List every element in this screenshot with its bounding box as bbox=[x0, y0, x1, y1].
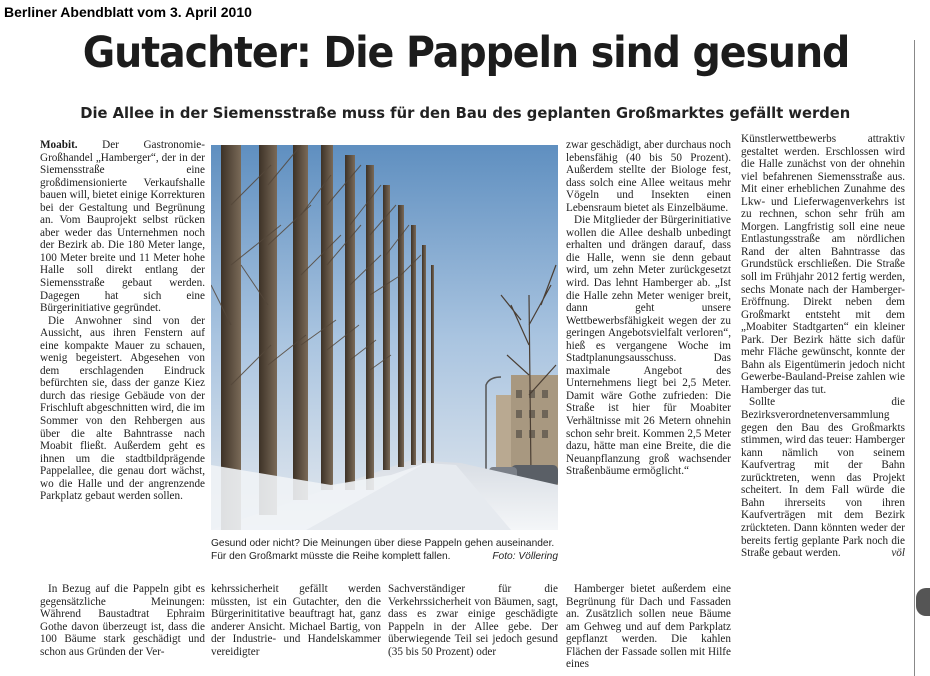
caption-line-1: Gesund oder nicht? Die Meinungen über diese Pappeln gehen auseinander. bbox=[211, 538, 555, 549]
column-3 bbox=[566, 139, 731, 577]
source-line: Berliner Abendblatt vom 3. April 2010 bbox=[4, 4, 252, 20]
right-edge-rule bbox=[914, 40, 915, 676]
caption-line-2: Für den Großmarkt müsste die Reihe komplett fallen. bbox=[211, 551, 451, 562]
bottom-column-2-text: kehrssicherheit gefällt werden müssten, ist ein Gutachter, den die Bürgerinititative beauftragt hat, ganz anderer Ansicht. Michael Bartig, von der Industrie- und Handelskammer vereidigter bbox=[211, 583, 381, 658]
poplar-avenue-photo bbox=[211, 145, 558, 530]
bottom-column-2 bbox=[211, 583, 381, 673]
headline: Gutachter: Die Pappeln sind gesund bbox=[82, 28, 850, 78]
photo-caption bbox=[211, 537, 558, 563]
column-4-paragraph-2 bbox=[741, 396, 905, 559]
column-3-paragraph-2: Die Mitglieder der Bürgerinitiative wollen die Allee deshalb unbedingt erhalten und drängen darauf, dass die Halle, wenn sie denn gebaut wird, um zehn Meter zurückgesetzt wird. Das lehnt Hamberger ab. „Ist die Halle zehn Meter weniger breit, dann geht unsere Wettbewerbsfähigkeit wegen der zu geringen Angebotsvielfalt verloren“, hieß es vergangene Woche im Stadtplanungsausschuss. Das maximale Angebot des Unternehmens liegt bei 2,5 Meter. Damit wäre Gothe zufrieden: Die Straße ist hier für Moabiter Verhältnisse mit 26 Metern ohnehin schon sehr breit. Kommen 2,5 Meter dazu, hätte man eine Breite, die die Neuanpflanzung groß wachsender Straßenbäume ermöglicht.“ bbox=[566, 214, 731, 478]
bottom-column-1 bbox=[40, 583, 205, 673]
column-1-paragraph-1 bbox=[40, 139, 205, 315]
bottom-column-1-text: In Bezug auf die Pappeln gibt es gegensätzliche Meinungen: Während Baustadtrat Ephraim Gothe davon überzeugt ist, dass die 100 Bäume stark geschädigt und schon aus Gründen der Ver- bbox=[40, 583, 205, 658]
photo-credit: Foto: Völlering bbox=[492, 551, 558, 562]
bottom-column-3-text: Sachverständiger für die Verkehrssicherheit von Bäumen, sagt, dass es zwar einige geschädigte Pappeln in der Allee gebe. Der überwiegende Teil sei jedoch gesund (35 bis 50 Prozent) oder bbox=[388, 583, 558, 658]
bottom-column-4-text: Hamberger bietet außerdem eine Begrünung für Dach und Fassaden an. Zusätzlich sollen neue Bäume am Gehweg und auf dem Parkplatz gepflanzt werden. Die kahlen Flächen der Fassade sollen mit Hilfe eines bbox=[566, 583, 731, 671]
bottom-column-3 bbox=[388, 583, 558, 673]
subheadline: Die Allee in der Siemensstraße muss für den Bau des geplanten Großmarktes gefällt werden bbox=[80, 104, 851, 122]
dateline: Moabit. bbox=[40, 139, 78, 151]
column-4 bbox=[741, 133, 905, 673]
column-4-text-2: Sollte die Bezirksverordnetenversammlung gegen den Bau des Großmarkts stimmen, wird das teuer: Hamberger kann nämlich von seinem Kaufvertrag mit der Bahn zurücktreten, wenn das Projekt scheitert. In dem Fall würde die Bahn ihrerseits von ihren Kaufverträgen mit dem Bezirk zrückteten. Dann könnten weder der bereits fertig geplante Park noch die Straße gebaut werden. bbox=[741, 396, 905, 560]
bottom-column-4 bbox=[566, 583, 731, 673]
adjacent-article-fragment bbox=[916, 588, 930, 616]
column-3-paragraph-1: zwar geschädigt, aber durchaus noch lebensfähig (40 bis 50 Prozent). Außerdem stellte der Biologe fest, dass solch eine Allee weitaus mehr Vögeln und Insekten einen Lebensraum bietet als Einzelbäume. bbox=[566, 139, 731, 214]
column-1-text-1: Der Gastronomie-Großhandel „Hamberger“, der in der Siemensstraße eine großdimensionierte Verkaufshalle bauen will, bietet einige Korrekturen bei der Gestaltung und Begrünung an. Vom Bauprojekt selbst rücken aber weder das Unternehmen noch der Bezirk ab. Die 180 Meter lange, 100 Meter breite und 11 Meter hohe Halle soll direkt entlang der Siemensstraße gebaut werden. Dagegen hat sich eine Bürgerinitiative gegründet. bbox=[40, 139, 205, 315]
column-1-paragraph-2: Die Anwohner sind von der Aussicht, aus ihren Fenstern auf eine kompakte Mauer zu schauen, wenig begeistert. Abgesehen von dem erschlagenden Eindruck befürchten sie, dass der ganze Kiez durch das riesige Gebäude von der Frischluft abgeschnitten wird, die im Sommer von den Rehbergen aus über die alte Bahntrasse nach Moabit fließt. Außerdem geht es ihnen um die stadtbildprägende Pappelallee, die genau dort wächst, wo die Halle und der angrenzende Parkplatz gebaut werden sollen. bbox=[40, 314, 205, 503]
author-signature: völ bbox=[891, 547, 905, 560]
column-4-paragraph-1: Künstlerwettbewerbs attraktiv gestaltet werden. Erschlossen wird die Halle zunächst von der ohnehin viel befahrenen Siemensstraße aus. Mit einer erheblichen Zunahme des Lkw- und Lieferwagenverkehrs ist zu rechnen, schon sehr früh am Morgen. Langfristig soll eine neue Entlastungsstraße am nördlichen Rand der alten Bahntrasse das Grundstück erschließen. Die Straße soll im Frühjahr 2012 fertig werden, sechs Monate nach der Hamberger-Eröffnung. Direkt neben dem Großmarkt entsteht mit dem „Moabiter Stadtgarten“ ein kleiner Park. Der Bezirk hätte sich dafür mehr Fläche gewünscht, konnte der Bahn als Eigentümerin jedoch nicht Gewerbe-Bauland-Preise zahlen wie Hamberger das tut. bbox=[741, 133, 905, 396]
